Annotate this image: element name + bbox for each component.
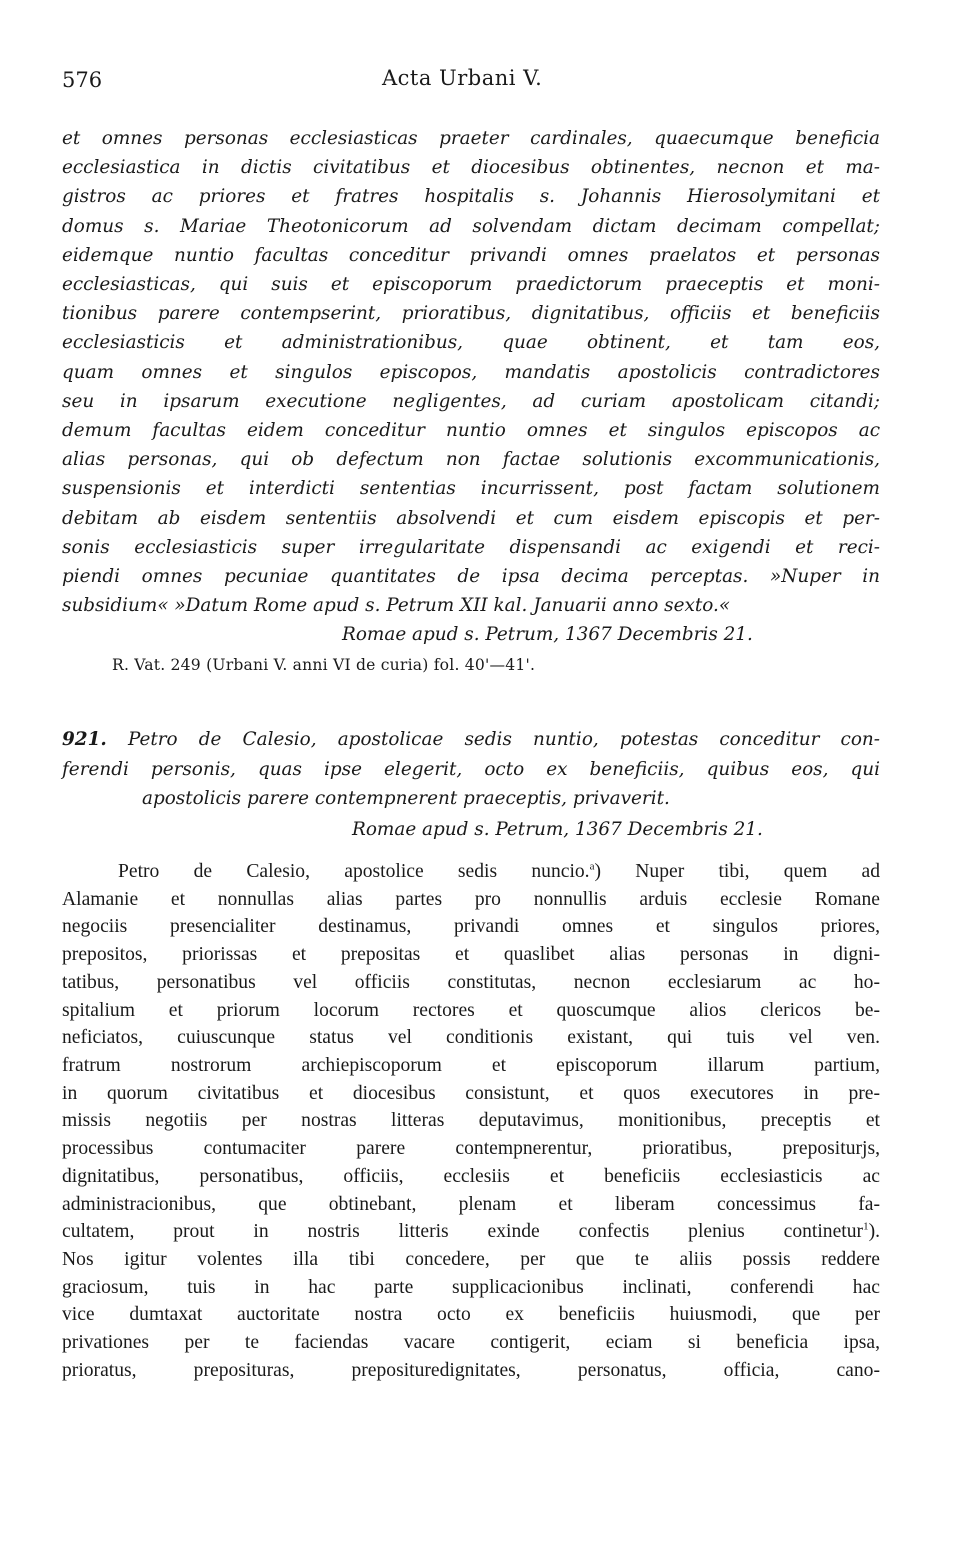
text-line: tatibus, personatibus vel officiis constitutas, necnon ecclesiarum ac ho-: [62, 971, 880, 993]
entry-heading: [62, 725, 880, 813]
text-line: vice dumtaxat auctoritate nostra octo ex beneficiis huiusmodi, que per: [62, 1304, 880, 1326]
body-first-after: ) Nuper tibi, quem ad: [594, 861, 880, 883]
entry-number: 921.: [62, 729, 107, 751]
footnote-line-text: cultatem, prout in nostris litteris exinde confectis plenius continetur: [62, 1221, 864, 1243]
entry-summary-line: ferendi personis, quas ipse elegerit, octo ex beneficiis, quibus eos, qui: [62, 758, 880, 780]
text-line: graciosum, tuis in hac parte supplicacionibus inclinati, conferendi hac: [62, 1276, 880, 1298]
text-line: [62, 858, 880, 886]
entry-summary-text: Petro de Calesio, apostolicae sedis nuntio, potestas conceditur con-: [127, 729, 880, 751]
text-line: eidemque nuntio facultas conceditur privandi omnes praelatos et personas: [62, 244, 880, 266]
text-line: sonis ecclesiasticis super irregularitate dispensandi ac exigendi et reci-: [62, 536, 880, 558]
text-line: demum facultas eidem conceditur nuntio omnes et singulos episcopos ac: [62, 420, 880, 442]
text-line: debitam ab eisdem sententiis absolvendi et cum eisdem episcopis et per-: [62, 507, 880, 529]
letter-body: [62, 858, 880, 1384]
dateline: Romae apud s. Petrum, 1367 Decembris 21.: [342, 624, 753, 646]
running-head: Acta Urbani V.: [382, 66, 543, 90]
text-line: [62, 1218, 880, 1246]
entry-summary-line: apostolicis parere contempnerent praeceptis, privaverit.: [142, 787, 670, 809]
text-line: missis negotiis per nostras litteras deputavimus, monitionibus, preceptis et: [62, 1110, 880, 1132]
text-line: subsidium« »Datum Rome apud s. Petrum XII kal. Januarii anno sexto.«: [62, 595, 731, 617]
entry-summary-line: [62, 725, 880, 754]
text-line: privationes per te faciendas vacare contigerit, eciam si beneficia ipsa,: [62, 1332, 880, 1354]
text-line: Alamanie et nonnullas alias partes pro nonnullis arduis ecclesie Romane: [62, 888, 880, 910]
text-line: suspensionis et interdicti sententias incurrissent, post factam solutionem: [62, 478, 880, 500]
text-line: negociis presencialiter destinamus, privandi omnes et singulos priores,: [62, 916, 880, 938]
text-line: processibus contumaciter parere contempnerentur, prioratibus, prepositurjs,: [62, 1138, 880, 1160]
text-line: gistros ac priores et fratres hospitalis s. Johannis Hierosolymitani et: [62, 186, 880, 208]
text-line: quam omnes et singulos episcopos, mandatis apostolicis contradictores: [62, 361, 880, 383]
text-line: domus s. Mariae Theotonicorum ad solvendam dictam decimam compellat;: [62, 215, 880, 237]
continuation-paragraph: [62, 124, 880, 620]
entry-dateline: Romae apud s. Petrum, 1367 Decembris 21.: [352, 819, 763, 841]
text-line: dignitatibus, personatibus, officiis, ecclesiis et beneficiis ecclesiasticis ac: [62, 1165, 880, 1187]
text-line: prioratus, preposituras, preposituredignitates, personatus, officia, cano-: [62, 1359, 880, 1381]
text-line: piendi omnes pecuniae quantitates de ipsa decima perceptas. »Nuper in: [62, 566, 880, 588]
page-number: 576: [62, 68, 103, 92]
text-line: ecclesiasticas, qui suis et episcoporum praedictorum praeceptis et moni-: [62, 274, 880, 296]
body-first-text: Petro de Calesio, apostolice sedis nuncio.: [118, 861, 590, 883]
text-line: ecclesiastica in dictis civitatibus et diocesibus obtinentes, necnon et ma-: [62, 157, 880, 179]
text-line: alias personas, qui ob defectum non factae solutionis excommunicationis,: [62, 449, 880, 471]
text-line: fratrum nostrorum archiepiscoporum et episcoporum illarum partium,: [62, 1054, 880, 1076]
text-line: neficiatos, cuiuscunque status vel conditionis existant, qui tuis vel ven.: [62, 1027, 880, 1049]
text-line: in quorum civitatibus et diocesibus consistunt, et quos executores in pre-: [62, 1082, 880, 1104]
text-line: prepositos, priorissas et prepositas et quaslibet alias personas in digni-: [62, 944, 880, 966]
text-line: ecclesiasticis et administrationibus, quae obtinent, et tam eos,: [62, 332, 880, 354]
text-line: administracionibus, que obtinebant, plenam et liberam concessimus fa-: [62, 1193, 880, 1215]
text-line: Nos igitur volentes illa tibi concedere, per que te aliis possis reddere: [62, 1248, 880, 1270]
footnote-marker: 1: [863, 1220, 869, 1233]
text-line: seu in ipsarum executione negligentes, ad curiam apostolicam citandi;: [62, 390, 880, 412]
footnote-line-after: ).: [868, 1221, 880, 1243]
text-line: et omnes personas ecclesiasticas praeter cardinales, quaecumque beneficia: [62, 128, 880, 149]
footnote-marker: a: [589, 860, 595, 873]
source-reference: R. Vat. 249 (Urbani V. anni VI de curia) fol. 40'—41'.: [112, 656, 536, 675]
text-line: tionibus parere contempserint, prioratibus, dignitatibus, officiis et beneficiis: [62, 303, 880, 325]
text-line: spitalium et priorum locorum rectores et quoscumque alios clericos be-: [62, 999, 880, 1021]
page-header: [62, 62, 880, 94]
